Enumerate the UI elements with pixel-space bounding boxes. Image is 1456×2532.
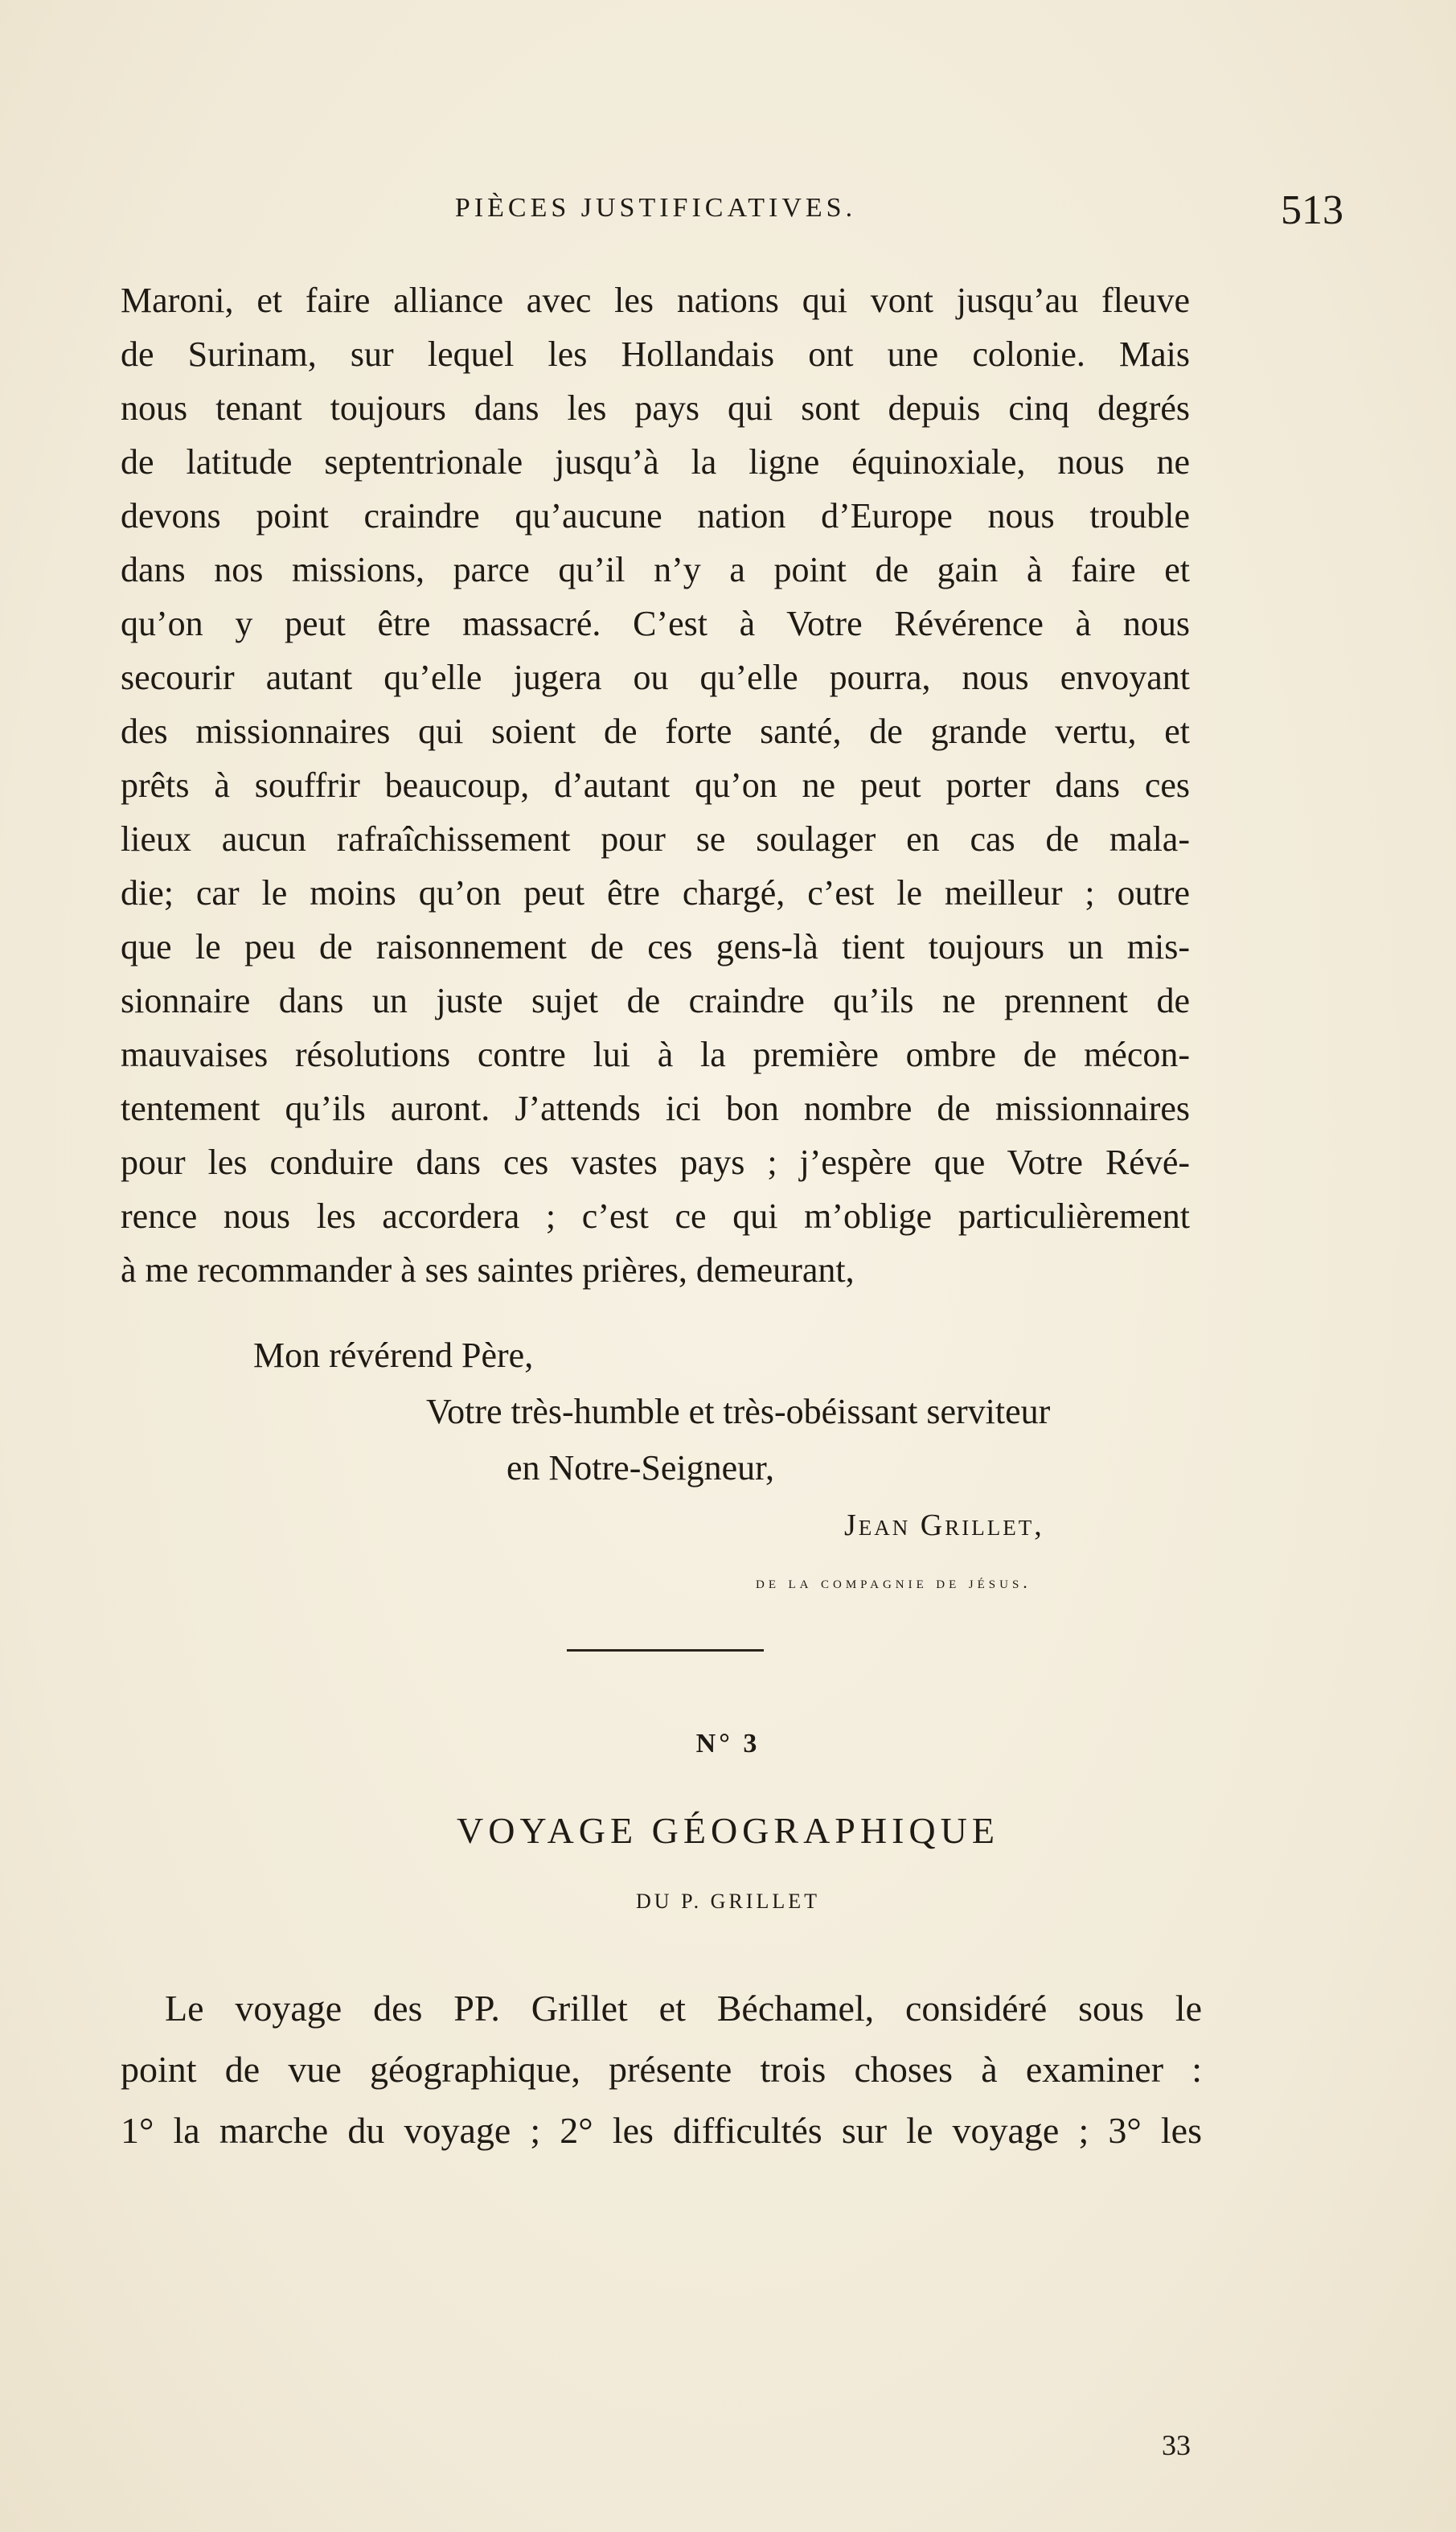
text-line: die; car le moins qu’on peut être chargé, c’est le meilleur ; outre [121,873,1190,913]
signature-affiliation: de la compagnie de jésus. [756,1572,1032,1592]
section-subtitle: DU P. GRILLET [636,1890,820,1913]
salutation: Mon révérend Père, [253,1336,534,1375]
text-line: point de vue géographique, présente trois choses à examiner : [121,2049,1202,2090]
text-line: lieux aucun rafraîchissement pour se soulager en cas de mala- [121,819,1190,859]
text-line: tentement qu’ils auront. J’attends ici bon nombre de missionnaires [121,1089,1190,1128]
text-line: devons point craindre qu’aucune nation d’Europe nous trouble [121,496,1190,536]
printer-signature-mark: 33 [1162,2429,1191,2461]
section-number: N° 3 [695,1729,761,1758]
text-line: prêts à souffrir beaucoup, d’autant qu’on ne peut porter dans ces [121,765,1190,805]
text-line: des missionnaires qui soient de forte santé, de grande vertu, et [121,712,1190,751]
page-number: 513 [1281,187,1343,233]
text-line: secourir autant qu’elle jugera ou qu’elle pourra, nous envoyant [121,658,1190,697]
text-line: que le peu de raisonnement de ces gens-là tient toujours un mis- [121,927,1190,966]
text-line: pour les conduire dans ces vastes pays ; j’espère que Votre Révé- [121,1143,1190,1182]
section-divider [567,1649,764,1652]
signature-name: Jean Grillet, [844,1508,1044,1542]
text-line: rence nous les accordera ; c’est ce qui m’oblige particulièrement [121,1196,1190,1236]
text-line: dans nos missions, parce qu’il n’y a point de gain à faire et [121,550,1190,589]
text-line: 1° la marche du voyage ; 2° les difficultés sur le voyage ; 3° les [121,2110,1202,2151]
text-line: de latitude septentrionale jusqu’à la ligne équinoxiale, nous ne [121,442,1190,482]
text-line: de Surinam, sur lequel les Hollandais ont une colonie. Mais [121,334,1190,374]
text-line: qu’on y peut être massacré. C’est à Votre Révérence à nous [121,604,1190,643]
closing-formula: Votre très-humble et très-obéissant serviteur [426,1392,1051,1431]
page-header [121,187,1343,241]
text-line: Maroni, et faire alliance avec les nations qui vont jusqu’au fleuve [121,281,1190,320]
text-line: Le voyage des PP. Grillet et Béchamel, considéré sous le [165,1988,1202,2029]
section-body [121,1978,1202,2161]
text-line: nous tenant toujours dans les pays qui sont depuis cinq degrés [121,388,1190,428]
running-title: PIÈCES JUSTIFICATIVES. [454,193,857,223]
text-line: à me recommander à ses saintes prières, demeurant, [121,1250,855,1290]
section-title: VOYAGE GÉOGRAPHIQUE [457,1810,999,1851]
text-line: mauvaises résolutions contre lui à la première ombre de mécon- [121,1035,1190,1074]
closing-formula-end: en Notre-Seigneur, [507,1448,775,1488]
letter-body [121,273,1190,1297]
text-line: sionnaire dans un juste sujet de craindre qu’ils ne prennent de [121,981,1190,1020]
